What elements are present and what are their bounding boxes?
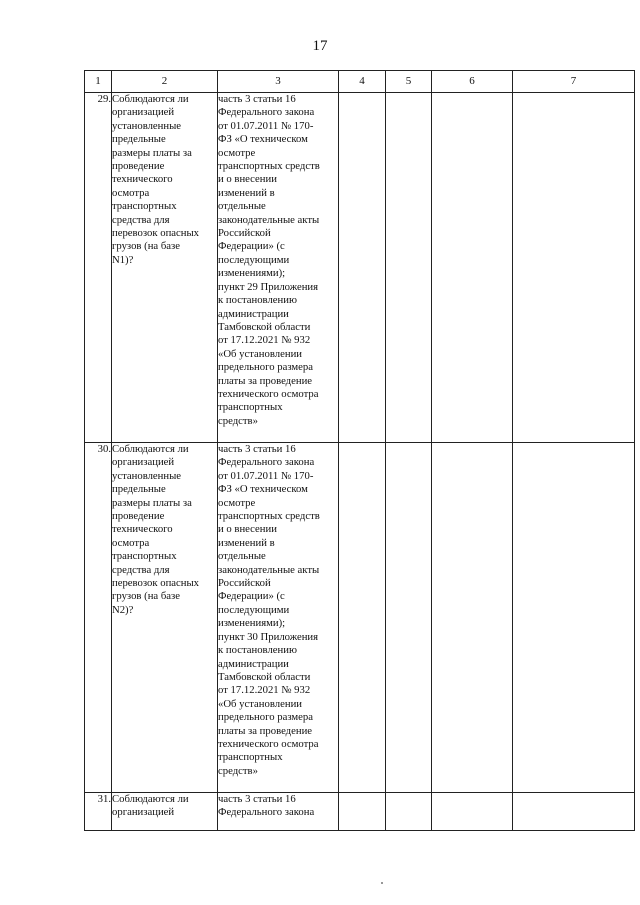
notes-cell xyxy=(513,93,635,443)
question-cell xyxy=(112,793,218,831)
not-applicable-cell xyxy=(432,793,513,831)
legal-basis-cell xyxy=(218,793,339,831)
answer-no-cell xyxy=(386,443,432,793)
table-row xyxy=(85,93,635,443)
table-row xyxy=(85,443,635,793)
legal-basis-text: часть 3 статьи 16 Федерального закона xyxy=(218,793,315,819)
answer-yes-cell xyxy=(339,443,386,793)
answer-yes-cell xyxy=(339,93,386,443)
question-cell xyxy=(112,93,218,443)
notes-cell xyxy=(513,443,635,793)
row-number: 29. xyxy=(85,93,112,443)
question-cell xyxy=(112,443,218,793)
legal-basis-cell xyxy=(218,443,339,793)
question-text: Соблюдаются ли организацией xyxy=(112,793,189,819)
column-header: 7 xyxy=(513,71,635,93)
question-text: Соблюдаются ли организацией установленные предельные размеры платы за проведение технического осмотра транспортных средства для перевозок опасных грузов (на базе N2)? xyxy=(112,443,200,616)
table-header-row xyxy=(85,71,635,93)
column-header: 4 xyxy=(339,71,386,93)
column-header: 3 xyxy=(218,71,339,93)
question-text: Соблюдаются ли организацией установленные предельные размеры платы за проведение технического осмотра транспортных средства для перевозок опасных грузов (на базе N1)? xyxy=(112,93,200,266)
checklist-table xyxy=(84,70,635,831)
not-applicable-cell xyxy=(432,443,513,793)
legal-basis-cell xyxy=(218,93,339,443)
column-header: 1 xyxy=(85,71,112,93)
answer-no-cell xyxy=(386,793,432,831)
not-applicable-cell xyxy=(432,93,513,443)
legal-basis-text: часть 3 статьи 16 Федерального закона от 01.07.2011 № 170- ФЗ «О техническом осмотре транспортных средств и о внесении изменений в отдельные законодательные акты Российской Федерации» (с последующими изменениями); пункт 29 Приложения к постановлению администрации Тамбовской области от 17.12.2021 № 932 «Об установлении предельного размера платы за проведение технического осмотра транспортных средств» xyxy=(218,93,320,427)
column-header: 2 xyxy=(112,71,218,93)
answer-yes-cell xyxy=(339,793,386,831)
table-row xyxy=(85,793,635,831)
column-header: 6 xyxy=(432,71,513,93)
scan-speck xyxy=(381,882,383,884)
answer-no-cell xyxy=(386,93,432,443)
row-number: 31. xyxy=(85,793,112,831)
notes-cell xyxy=(513,793,635,831)
column-header: 5 xyxy=(386,71,432,93)
row-number: 30. xyxy=(85,443,112,793)
legal-basis-text: часть 3 статьи 16 Федерального закона от 01.07.2011 № 170- ФЗ «О техническом осмотре транспортных средств и о внесении изменений в отдельные законодательные акты Российской Федерации» (с последующими изменениями); пункт 30 Приложения к постановлению администрации Тамбовской области от 17.12.2021 № 932 «Об установлении предельного размера платы за проведение технического осмотра транспортных средств» xyxy=(218,443,320,777)
page-number: 17 xyxy=(312,38,328,54)
